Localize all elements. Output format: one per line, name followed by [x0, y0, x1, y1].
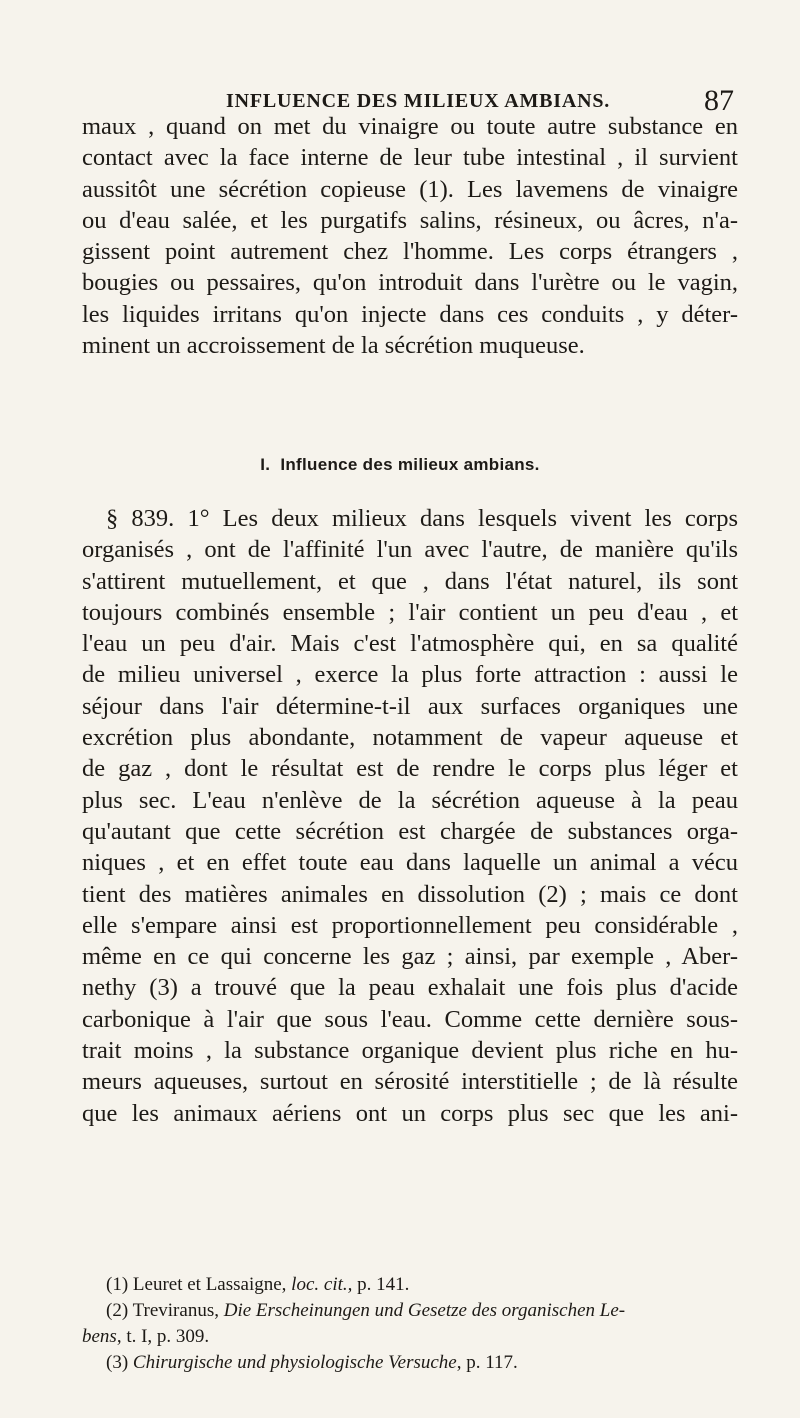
text-line: contact avec la face interne de leur tube intestinal , il survient	[82, 144, 738, 172]
section-heading	[0, 455, 800, 475]
text-line: meurs aqueuses, surtout en sérosité interstitielle ; de là résulte	[82, 1068, 738, 1096]
footnote-marker: (2)	[106, 1300, 129, 1321]
footnote-author: Treviranus,	[132, 1300, 219, 1321]
footnote-authors: Leuret et Lassaigne,	[132, 1274, 287, 1295]
footnote-marker: (3)	[106, 1352, 129, 1373]
running-title: INFLUENCE DES MILIEUX AMBIANS.	[226, 90, 611, 112]
footnote-work-title: Chirurgische und physiologische Versuche	[132, 1352, 457, 1373]
text-line: aussitôt une sécrétion copieuse (1). Les lavemens de vinaigre	[82, 175, 738, 203]
text-line: même en ce qui concerne les gaz ; ainsi, par exemple , Aber-	[82, 943, 738, 971]
footnotes	[82, 1272, 718, 1376]
text-line: minent un accroissement de la sécrétion muqueuse.	[82, 332, 585, 360]
footnote-reference: loc. cit.,	[291, 1274, 353, 1295]
footnote-page: , p. 117.	[456, 1352, 518, 1373]
section-title: Influence des milieux ambians.	[280, 455, 540, 474]
footnote-work-title-end: bens	[82, 1326, 117, 1347]
footnote-work-title: Die Erscheinungen und Gesetze des organischen Le-	[223, 1300, 626, 1321]
text-line: § 839. 1° Les deux milieux dans lesquels vivent les corps	[106, 505, 738, 532]
text-line: plus sec. L'eau n'enlève de la sécrétion aqueuse à la peau	[82, 786, 738, 814]
text-line: séjour dans l'air détermine-t-il aux surfaces organiques une	[82, 692, 738, 720]
text-line: trait moins , la substance organique devient plus riche en hu-	[82, 1037, 738, 1065]
text-line: tient des matières animales en dissolution (2) ; mais ce dont	[82, 880, 738, 908]
section-number: I.	[260, 455, 271, 474]
text-line: organisés , ont de l'affinité l'un avec l'autre, de manière qu'ils	[82, 536, 738, 564]
footnote-1	[106, 1272, 718, 1298]
paragraph-1	[82, 111, 738, 361]
text-line: les liquides irritans qu'on injecte dans ces conduits , y déter-	[82, 300, 738, 328]
text-line: que les animaux aériens ont un corps plus sec que les ani-	[82, 1099, 738, 1127]
text-line: niques , et en effet toute eau dans laquelle un animal a vécu	[82, 849, 738, 877]
footnote-page: , t. I, p. 309.	[116, 1326, 210, 1347]
text-line: nethy (3) a trouvé que la peau exhalait une fois plus d'acide	[82, 974, 738, 1002]
text-line: de gaz , dont le résultat est de rendre le corps plus léger et	[82, 755, 738, 783]
footnote-page: p. 141.	[357, 1274, 410, 1295]
text-line: s'attirent mutuellement, et que , dans l'état naturel, ils sont	[82, 567, 738, 595]
text-line: bougies ou pessaires, qu'on introduit dans l'urètre ou le vagin,	[82, 269, 738, 297]
text-line: excrétion plus abondante, notamment de vapeur aqueuse et	[82, 724, 738, 752]
page-number: 87	[704, 84, 734, 117]
text-line: gissent point autrement chez l'homme. Les corps étrangers ,	[82, 238, 738, 266]
text-line: ou d'eau salée, et les purgatifs salins, résineux, ou âcres, n'a-	[82, 206, 738, 234]
text-line: l'eau un peu d'air. Mais c'est l'atmosphère qui, en sa qualité	[82, 630, 738, 658]
text-line: qu'autant que cette sécrétion est chargée de substances orga-	[82, 817, 738, 845]
footnote-marker: (1)	[106, 1274, 129, 1295]
text-line: de milieu universel , exerce la plus forte attraction : aussi le	[82, 661, 738, 689]
text-line: maux , quand on met du vinaigre ou toute autre substance en	[82, 113, 738, 140]
text-line: toujours combinés ensemble ; l'air contient un peu d'eau , et	[82, 598, 738, 626]
footnote-2	[106, 1298, 718, 1324]
text-line: carbonique à l'air que sous l'eau. Comme cette dernière sous-	[82, 1005, 738, 1033]
text-line: elle s'empare ainsi est proportionnellement peu considérable ,	[82, 911, 738, 939]
footnote-2-continued	[82, 1324, 718, 1350]
paragraph-2	[82, 503, 738, 1129]
footnote-3	[106, 1350, 718, 1376]
